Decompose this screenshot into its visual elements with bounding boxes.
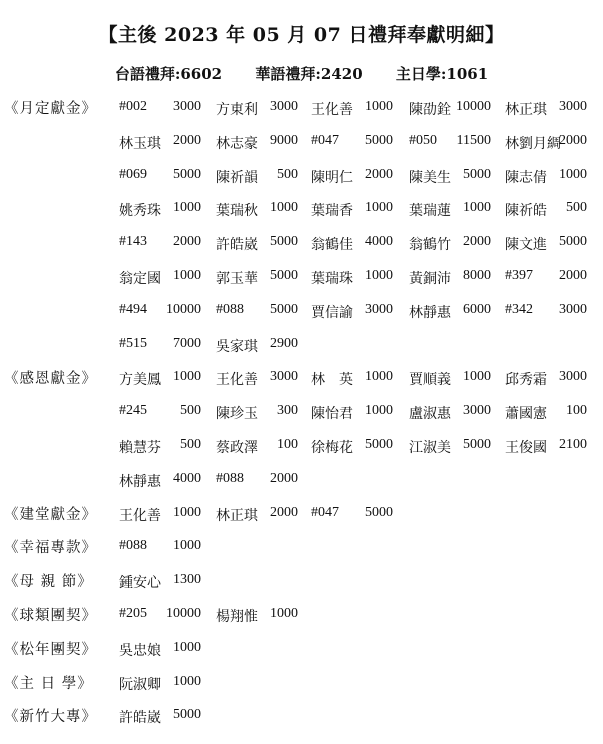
table-row <box>0 99 603 123</box>
donation-amount: 2000 <box>463 234 491 250</box>
category-label: 《建堂獻金》 <box>4 506 97 523</box>
page-title: 【主後 2023 年 05 月 07 日禮拜奉獻明細】 <box>98 24 505 46</box>
stat-label: 台語禮拜: <box>114 65 181 83</box>
table-row <box>0 471 603 495</box>
stat-value: 1061 <box>446 65 489 83</box>
donor-name: #047 <box>311 504 339 520</box>
table-row <box>0 167 603 191</box>
table-row <box>0 403 603 427</box>
category-label: 《感恩獻金》 <box>4 371 97 388</box>
donor-name: #494 <box>119 301 147 317</box>
donor-name: 邱秀霜 <box>505 373 547 389</box>
donor-name: 賴慧芬 <box>119 441 161 456</box>
donor-name: 楊翔惟 <box>216 610 258 625</box>
donation-amount: 1000 <box>173 200 201 216</box>
donation-amount: 2000 <box>559 132 587 148</box>
donor-name: #088 <box>119 538 147 554</box>
donation-amount: 500 <box>277 166 298 182</box>
donation-amount: 1000 <box>365 268 393 283</box>
donation-amount: 5000 <box>463 166 491 182</box>
donor-name: 林靜惠 <box>119 474 161 490</box>
category-label: 《新竹大專》 <box>4 709 97 726</box>
donation-amount: 7000 <box>173 335 201 351</box>
donor-name: 陳祈皓 <box>505 204 547 220</box>
donation-amount: 3000 <box>270 99 298 114</box>
donation-amount: 1000 <box>173 369 201 385</box>
donor-name: 郭玉華 <box>216 272 258 287</box>
table-row <box>0 302 603 326</box>
category-label: 《松年團契》 <box>4 641 97 658</box>
donation-amount: 500 <box>180 403 201 419</box>
donation-amount: 10000 <box>456 99 491 114</box>
donor-name: 吳家琪 <box>216 339 258 355</box>
stat-label: 華語禮拜: <box>255 65 321 83</box>
donor-name: 江淑美 <box>409 441 451 456</box>
donation-amount: 500 <box>180 437 201 452</box>
stat-mandarin <box>255 65 362 83</box>
donor-name: #143 <box>119 234 147 250</box>
donor-name: 林玉琪 <box>119 136 161 152</box>
donor-name: 葉瑞蓮 <box>409 204 451 220</box>
donation-amount: 10000 <box>166 301 201 317</box>
stat-label: 主日學: <box>395 65 447 83</box>
donation-amount: 1000 <box>173 673 201 689</box>
donation-amount: 2000 <box>173 234 201 250</box>
donor-name: 陳明仁 <box>311 170 353 186</box>
donation-amount: 10000 <box>166 606 201 621</box>
donation-amount: 100 <box>566 403 587 419</box>
donation-amount: 1000 <box>463 200 491 216</box>
donor-name: #069 <box>119 166 147 182</box>
donor-name: 陳美生 <box>409 170 451 186</box>
table-row <box>0 674 603 698</box>
donation-amount: 1000 <box>270 606 298 621</box>
donation-amount: 2000 <box>365 166 393 182</box>
table-row <box>0 437 603 461</box>
donor-name: 葉瑞珠 <box>311 272 353 287</box>
donor-name: 葉瑞秋 <box>216 204 258 220</box>
donor-name: 方東利 <box>216 103 258 118</box>
donor-name: 陳怡君 <box>311 407 353 423</box>
donor-name: #205 <box>119 606 147 621</box>
table-row <box>0 606 603 630</box>
table-row <box>0 268 603 292</box>
donor-name: 鍾安心 <box>119 576 161 592</box>
donation-amount: 9000 <box>270 132 298 148</box>
donation-amount: 1000 <box>173 504 201 520</box>
donor-name: 林正琪 <box>505 103 547 118</box>
donor-name: 蕭國憲 <box>505 407 547 423</box>
donation-amount: 2900 <box>270 335 298 351</box>
donor-name: 黃銅沛 <box>409 272 451 287</box>
donation-amount: 3000 <box>559 301 587 317</box>
donation-amount: 3000 <box>270 369 298 385</box>
donor-name: 蔡政澤 <box>216 441 258 456</box>
table-row <box>0 538 603 562</box>
donor-name: #397 <box>505 268 533 283</box>
table-row <box>0 707 603 731</box>
donor-name: 方美鳳 <box>119 373 161 389</box>
donation-amount: 300 <box>277 403 298 419</box>
table-row <box>0 336 603 360</box>
donation-amount: 2000 <box>559 268 587 283</box>
donation-amount: 1000 <box>463 369 491 385</box>
donor-name: 姚秀珠 <box>119 204 161 220</box>
donation-amount: 1000 <box>173 538 201 554</box>
donation-amount: 5000 <box>365 437 393 452</box>
table-row <box>0 505 603 529</box>
donor-name: 許皓崴 <box>119 711 161 727</box>
donor-name: 陳劭銓 <box>409 103 451 118</box>
donor-name: 賈信諭 <box>311 305 353 321</box>
stat-value: 2420 <box>320 65 363 83</box>
donor-name: 翁鶴竹 <box>409 238 451 254</box>
donation-amount: 5000 <box>365 132 393 148</box>
table-row <box>0 200 603 224</box>
donation-amount: 2000 <box>270 470 298 486</box>
donation-amount: 5000 <box>173 707 201 723</box>
donor-name: 翁鶴佳 <box>311 238 353 254</box>
donation-amount: 1000 <box>365 403 393 419</box>
donor-name: 陳祈韻 <box>216 170 258 186</box>
stat-value: 6602 <box>180 65 223 83</box>
category-label: 《幸福專款》 <box>4 540 97 557</box>
donation-amount: 1000 <box>270 200 298 216</box>
category-label: 《月定獻金》 <box>4 101 97 117</box>
donor-name: 吳忠娘 <box>119 643 161 659</box>
donation-amount: 2100 <box>559 437 587 452</box>
donation-amount: 1000 <box>365 99 393 114</box>
donation-amount: 4000 <box>173 470 201 486</box>
donation-amount: 5000 <box>173 166 201 182</box>
donor-name: 陳志倩 <box>505 170 547 186</box>
donor-name: 王俊國 <box>505 441 547 456</box>
donation-amount: 3000 <box>559 99 587 114</box>
donor-name: #245 <box>119 403 147 419</box>
category-label: 《球類團契》 <box>4 608 97 624</box>
donor-name: 葉瑞香 <box>311 204 353 220</box>
donor-name: 陳珍玉 <box>216 407 258 423</box>
table-row <box>0 133 603 157</box>
donation-amount: 1000 <box>559 166 587 182</box>
donor-name: #342 <box>505 301 533 317</box>
donation-amount: 1000 <box>365 369 393 385</box>
donation-amount: 1000 <box>365 200 393 216</box>
donor-name: 徐梅花 <box>311 441 353 456</box>
donor-name: 王化善 <box>119 508 161 524</box>
donor-name: #002 <box>119 99 147 114</box>
donor-name: 林劉月綢 <box>505 136 561 152</box>
donation-amount: 5000 <box>463 437 491 452</box>
donor-name: 賈順義 <box>409 373 451 389</box>
attendance-summary <box>0 63 603 84</box>
donor-name: 翁定國 <box>119 272 161 287</box>
donor-name: #047 <box>311 132 339 148</box>
donor-name: #515 <box>119 335 147 351</box>
donation-amount: 8000 <box>463 268 491 283</box>
donation-amount: 3000 <box>559 369 587 385</box>
donation-amount: 5000 <box>270 234 298 250</box>
donation-amount: 2000 <box>270 504 298 520</box>
donation-amount: 5000 <box>365 504 393 520</box>
donor-name: 王化善 <box>216 373 258 389</box>
donor-name: 王化善 <box>311 103 353 118</box>
donor-name: 盧淑惠 <box>409 407 451 423</box>
donor-name: 林志豪 <box>216 136 258 152</box>
donation-amount: 5000 <box>270 301 298 317</box>
donor-name: #088 <box>216 301 244 317</box>
table-row <box>0 640 603 664</box>
donor-name: 林靜惠 <box>409 305 451 321</box>
stat-sunday-school <box>396 65 488 83</box>
donation-amount: 11500 <box>456 132 491 148</box>
category-label: 《母 親 節》 <box>4 574 93 591</box>
donor-name: 林正琪 <box>216 508 258 524</box>
donor-name: #050 <box>409 132 437 148</box>
donor-name: 陳文進 <box>505 238 547 254</box>
donation-amount: 100 <box>277 437 298 452</box>
donor-name: 許皓崴 <box>216 238 258 254</box>
donation-amount: 5000 <box>270 268 298 283</box>
donor-name: #088 <box>216 470 244 486</box>
table-row <box>0 234 603 258</box>
donation-amount: 3000 <box>463 403 491 419</box>
donation-amount: 1300 <box>173 572 201 588</box>
donation-amount: 3000 <box>173 99 201 114</box>
donation-amount: 3000 <box>365 301 393 317</box>
donation-amount: 4000 <box>365 234 393 250</box>
donation-amount: 1000 <box>173 639 201 655</box>
donor-name: 阮淑卿 <box>119 677 161 693</box>
category-label: 《主 日 學》 <box>4 675 93 692</box>
table-row <box>0 369 603 393</box>
donation-amount: 5000 <box>559 234 587 250</box>
donor-name: 林 英 <box>311 373 353 389</box>
table-row <box>0 572 603 596</box>
donation-amount: 1000 <box>173 268 201 283</box>
donation-amount: 6000 <box>463 301 491 317</box>
stat-taiwanese <box>115 65 222 83</box>
donation-amount: 2000 <box>173 132 201 148</box>
donation-amount: 500 <box>566 200 587 216</box>
